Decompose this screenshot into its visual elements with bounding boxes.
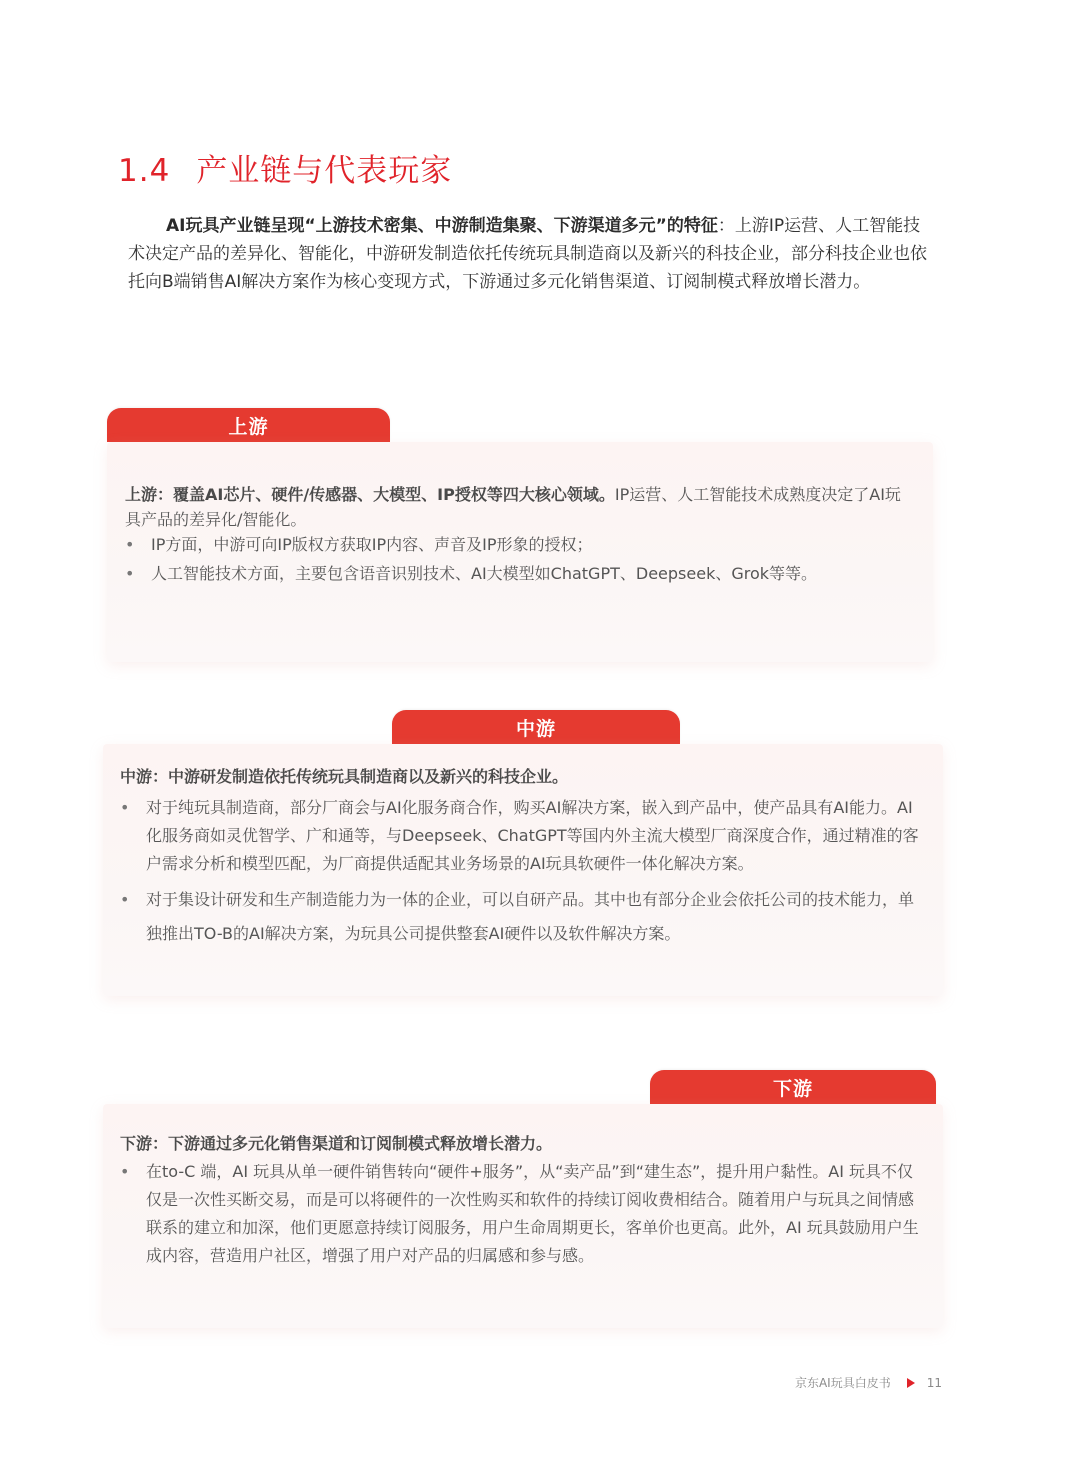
downstream-lead: 下游：下游通过多元化销售渠道和订阅制模式释放增长潜力。 <box>120 1134 553 1153</box>
bullet-icon: • <box>120 1162 130 1181</box>
footer-doc-title: 京东AI玩具白皮书 <box>794 1376 891 1390</box>
intro-lead: AI玩具产业链呈现“上游技术密集、中游制造集聚、下游渠道多元”的特征 <box>166 216 718 236</box>
downstream-tab <box>650 1070 936 1104</box>
downstream-bullet-text: 在to-C 端，AI 玩具从单一硬件销售转向“硬件+服务”，从“卖产品”到“建生态”，提升用户黏性。AI 玩具不仅仅是一次性买断交易，而是可以将硬件的一次性购买和软件的持续订阅收费相结合。随着用户与玩具之间情感联系的建立和加深，他们更愿意持续订阅服务，用户生命周期更长，客单价也更高。此外，AI 玩具鼓励用户生成内容，营造用户社区，增强了用户对产品的归属感和参与感。 <box>146 1162 919 1265</box>
section-title: 产业链与代表玩家 <box>196 153 453 189</box>
downstream-card-body <box>120 1130 920 1270</box>
bullet-icon: • <box>120 890 130 909</box>
page-number: 11 <box>926 1375 942 1390</box>
midstream-bullet-list <box>120 794 920 951</box>
intro-paragraph <box>128 212 934 296</box>
downstream-bullet-list <box>120 1158 920 1270</box>
bullet-icon: • <box>125 535 135 554</box>
list-item <box>120 883 920 951</box>
page-footer <box>795 1374 942 1391</box>
upstream-tab <box>107 408 390 442</box>
list-item <box>125 561 915 586</box>
upstream-bullet-text: 人工智能技术方面，主要包含语音识别技术、AI大模型如ChatGPT、Deepseek、Grok等等。 <box>151 564 818 583</box>
midstream-bullet-text: 对于纯玩具制造商，部分厂商会与AI化服务商合作，购买AI解决方案，嵌入到产品中，使产品具有AI能力。AI化服务商如灵优智学、广和通等，与Deepseek、ChatGPT等国内外主流大模型厂商深度合作，通过精准的客户需求分析和模型匹配，为厂商提供适配其业务场景的AI玩具软硬件一体化解决方案。 <box>146 798 919 873</box>
triangle-right-icon <box>907 1378 915 1388</box>
section-number: 1.4 <box>118 153 171 189</box>
upstream-bullet-list <box>125 532 915 586</box>
upstream-bullet-text: IP方面，中游可向IP版权方获取IP内容、声音及IP形象的授权； <box>151 535 593 554</box>
downstream-tab-label: 下游 <box>772 1077 813 1100</box>
midstream-bullet-text: 对于集设计研发和生产制造能力为一体的企业，可以自研产品。其中也有部分企业会依托公司的技术能力，单独推出TO-B的AI解决方案，为玩具公司提供整套AI硬件以及软件解决方案。 <box>146 890 915 943</box>
bullet-icon: • <box>120 798 130 817</box>
midstream-card-body <box>120 763 920 951</box>
midstream-tab-label: 中游 <box>515 717 556 740</box>
upstream-lead: 上游：覆盖AI芯片、硬件/传感器、大模型、IP授权等四大核心领域。 <box>125 485 615 504</box>
list-item <box>120 1158 920 1270</box>
list-item <box>125 532 915 557</box>
midstream-tab <box>392 710 680 744</box>
section-heading <box>118 145 452 190</box>
upstream-summary <box>125 482 915 532</box>
list-item <box>120 794 920 878</box>
midstream-lead: 中游：中游研发制造依托传统玩具制造商以及新兴的科技企业。 <box>120 767 569 786</box>
intro-text: ：上游IP运营、人工智能技术决定产品的差异化、智能化，中游研发制造依托传统玩具制造商以及新兴的科技企业，部分科技企业也依托向B端销售AI解决方案作为核心变现方式，下游通过多元化销售渠道、订阅制模式释放增长潜力。 <box>128 216 927 292</box>
upstream-summary-text: IP运营、人工智能技术成熟度决定了AI玩具产品的差异化/智能化。 <box>125 485 901 529</box>
upstream-card-body <box>125 482 915 586</box>
bullet-icon: • <box>125 564 135 583</box>
upstream-tab-label: 上游 <box>228 415 269 438</box>
